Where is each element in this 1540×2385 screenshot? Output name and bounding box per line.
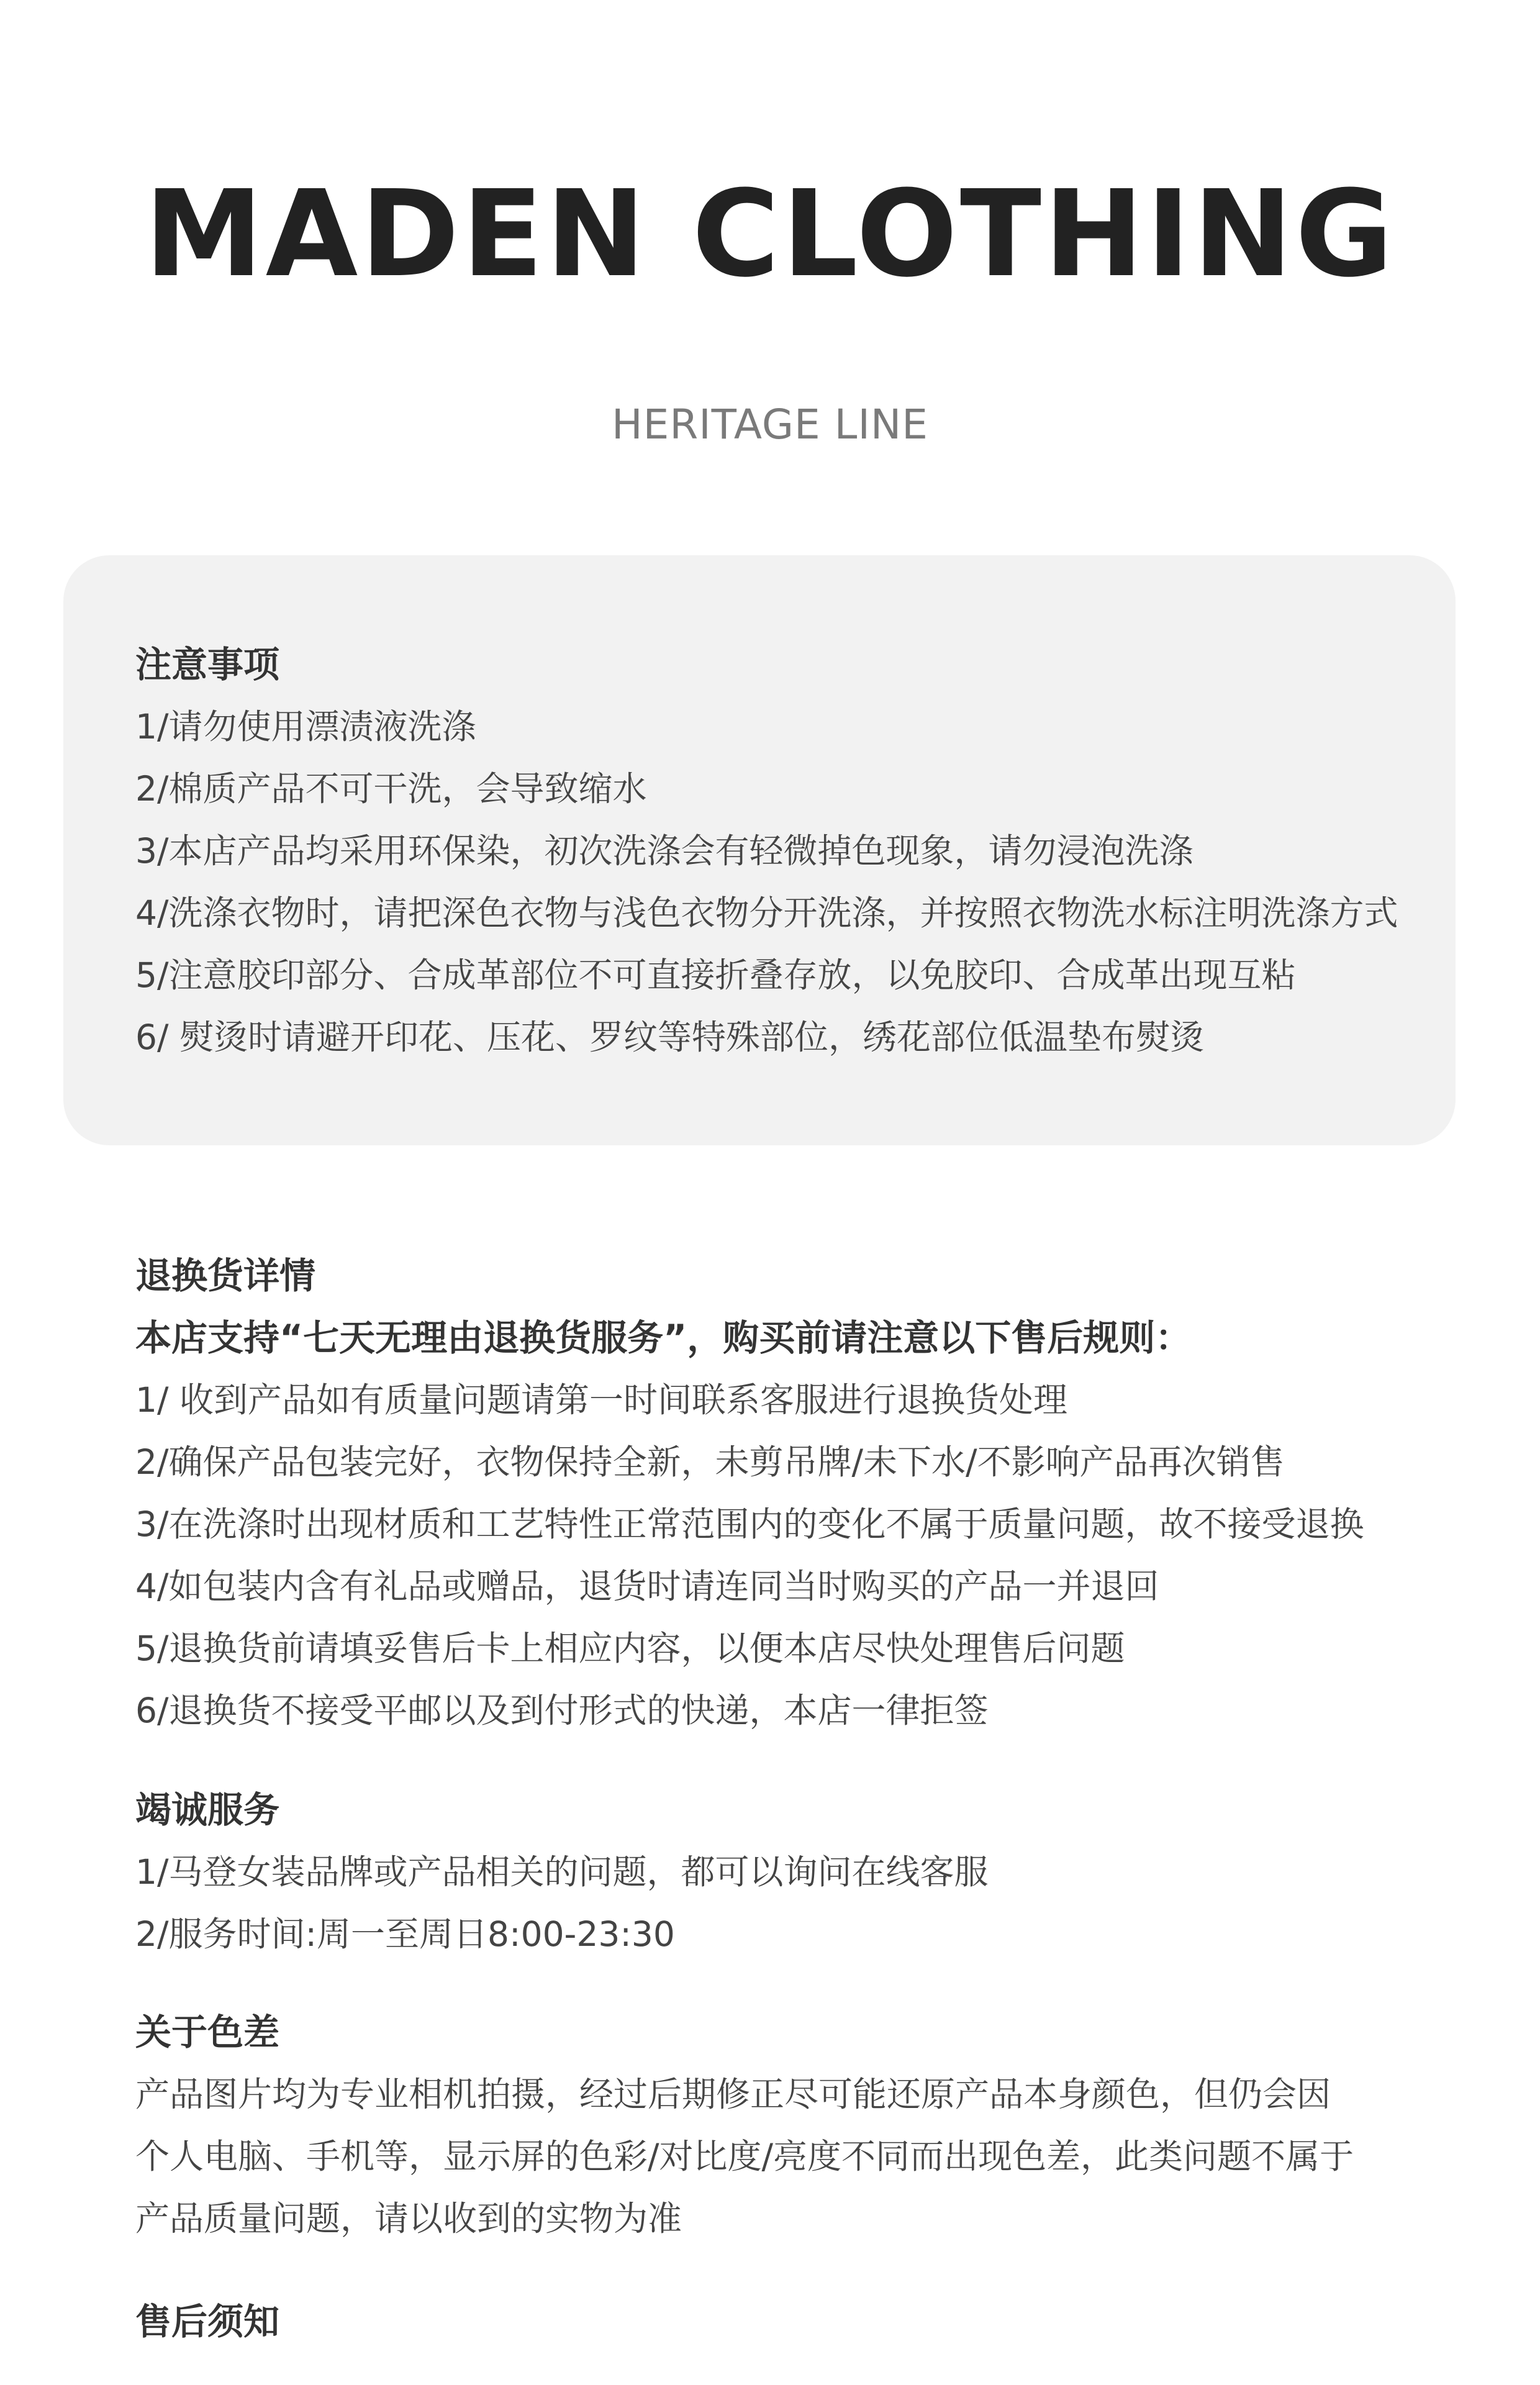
color-difference-heading: 关于色差 <box>135 2011 280 2053</box>
returns-section <box>135 1245 1470 1742</box>
care-notice-item: 2/棉质产品不可干洗，会导致缩水 <box>135 769 647 809</box>
care-notice-heading: 注意事项 <box>135 643 280 686</box>
returns-item: 4/如包装内含有礼品或赠品，退货时请连同当时购买的产品一并退回 <box>135 1566 1159 1606</box>
care-notice-item: 6/ 熨烫时请避开印花、压花、罗纹等特殊部位，绣花部位低温垫布熨烫 <box>135 1017 1205 1057</box>
returns-item: 1/ 收到产品如有质量问题请第一时间联系客服进行退换货处理 <box>135 1380 1068 1420</box>
returns-heading: 退换货详情 <box>135 1255 316 1297</box>
color-difference-line: 个人电脑、手机等，显示屏的色彩/对比度/亮度不同而出现色差，此类问题不属于 <box>135 2137 1354 2176</box>
returns-item: 6/退换货不接受平邮以及到付形式的快递，本店一律拒签 <box>135 1691 989 1730</box>
care-notice-item: 3/本店产品均采用环保染，初次洗涤会有轻微掉色现象，请勿浸泡洗涤 <box>135 831 1194 871</box>
service-item: 2/服务时间:周一至周日8:00-23:30 <box>135 1914 675 1954</box>
returns-intro: 本店支持“七天无理由退换货服务”，购买前请注意以下售后规则： <box>135 1317 1192 1359</box>
returns-item: 5/退换货前请填妥售后卡上相应内容，以便本店尽快处理售后问题 <box>135 1629 1125 1668</box>
care-notice-card <box>63 555 1456 1145</box>
color-difference-line: 产品图片均为专业相机拍摄，经过后期修正尽可能还原产品本身颜色，但仍会因 <box>135 2074 1331 2114</box>
after-sales-heading: 售后须知 <box>135 2301 280 2343</box>
brand-title: MADEN CLOTHING <box>144 165 1396 304</box>
returns-item: 3/在洗涤时出现材质和工艺特性正常范围内的变化不属于质量问题，故不接受退换 <box>135 1504 1364 1544</box>
after-sales-section <box>135 2291 1470 2353</box>
color-difference-section <box>135 2001 1470 2250</box>
care-notice-item: 5/注意胶印部分、合成革部位不可直接折叠存放，以免胶印、合成革出现互粘 <box>135 955 1296 995</box>
care-notice-item: 4/洗涤衣物时，请把深色衣物与浅色衣物分开洗涤，并按照衣物洗水标注明洗涤方式 <box>135 893 1398 933</box>
color-difference-line: 产品质量问题，请以收到的实物为准 <box>135 2199 682 2238</box>
service-item: 1/马登女装品牌或产品相关的问题，都可以询问在线客服 <box>135 1852 989 1892</box>
service-section <box>135 1779 1470 1965</box>
brand-subtitle: HERITAGE LINE <box>612 401 928 448</box>
returns-item: 2/确保产品包装完好，衣物保持全新，未剪吊牌/未下水/不影响产品再次销售 <box>135 1442 1285 1482</box>
service-heading: 竭诚服务 <box>135 1789 280 1831</box>
care-notice-item: 1/请勿使用漂渍液洗涤 <box>135 707 476 747</box>
